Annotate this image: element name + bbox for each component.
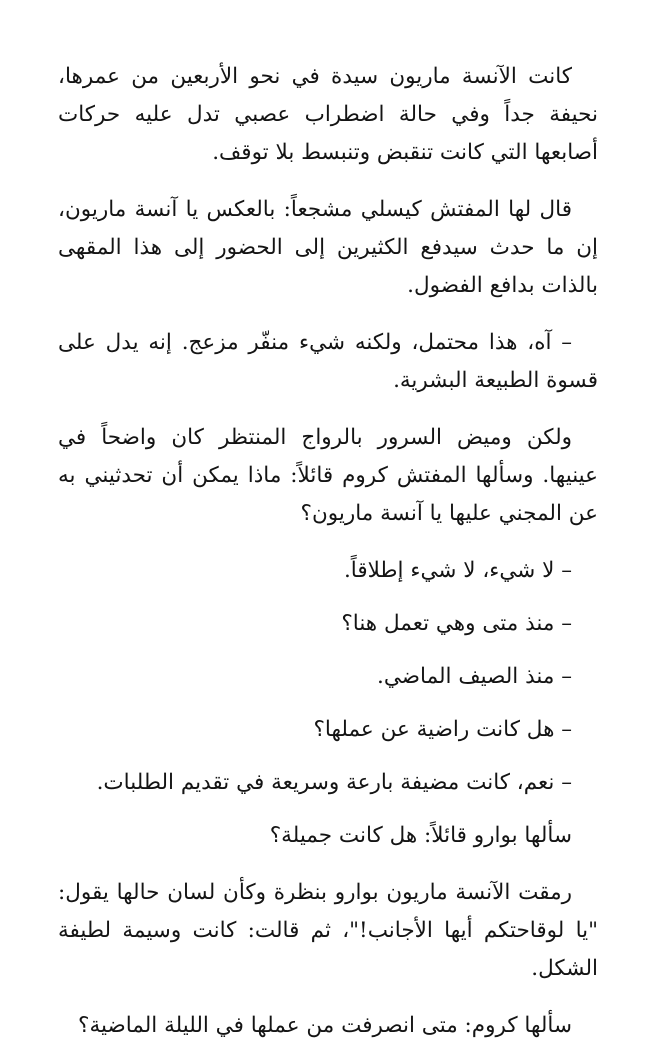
paragraph-6: رمقت الآنسة ماريون بوارو بنظرة وكأن لسان حالها يقول: "يا لوقاحتكم أيها الأجانب!"، ثم قالت: كانت وسيمة لطيفة الشكل. <box>58 880 598 981</box>
dialogue-line-5: – نعم، كانت مضيفة بارعة وسريعة في تقديم الطلبات. <box>96 770 572 795</box>
document-page <box>58 58 598 1064</box>
dialogue-line-2: – منذ متى وهي تعمل هنا؟ <box>341 611 572 636</box>
paragraph-1: كانت الآنسة ماريون سيدة في نحو الأربعين من عمرها، نحيفة جداً وفي حالة اضطراب عصبي تدل عليه حركات أصابعها التي كانت تنقبض وتنبسط بلا توقف. <box>58 64 598 165</box>
paragraph-4: ولكن وميض السرور بالرواج المنتظر كان واضحاً في عينيها. وسألها المفتش كروم قائلاً: ماذا يمكن أن تحدثيني به عن المجني عليها يا آنسة ماريون؟ <box>58 425 598 526</box>
paragraph-5: سألها بوارو قائلاً: هل كانت جميلة؟ <box>269 823 572 848</box>
dialogue-line-4: – هل كانت راضية عن عملها؟ <box>313 717 572 742</box>
paragraph-7: سألها كروم: متى انصرفت من عملها في الليلة الماضية؟ <box>78 1013 572 1038</box>
dialogue-line-1: – لا شيء، لا شيء إطلاقاً. <box>343 558 572 583</box>
paragraph-2: قال لها المفتش كيسلي مشجعاً: بالعكس يا آنسة ماريون، إن ما حدث سيدفع الكثيرين إلى الحضور إلى هذا المقهى بالذات بدافع الفضول. <box>58 197 598 298</box>
paragraph-3: – آه، هذا محتمل، ولكنه شيء منفّر مزعج. إنه يدل على قسوة الطبيعة البشرية. <box>58 330 598 393</box>
dialogue-line-3: – منذ الصيف الماضي. <box>377 664 572 689</box>
